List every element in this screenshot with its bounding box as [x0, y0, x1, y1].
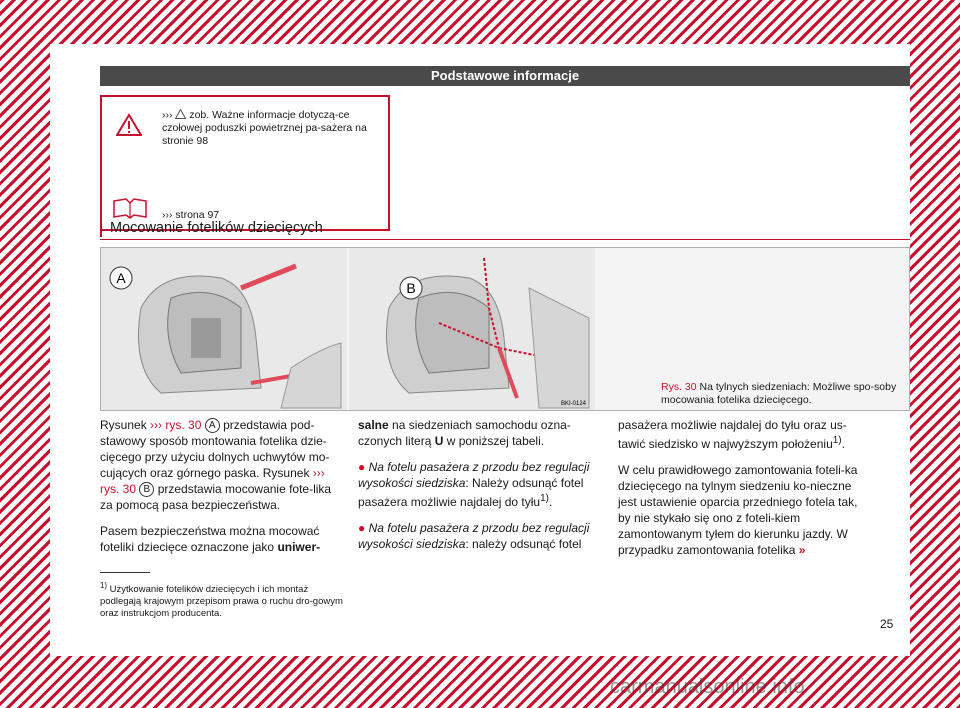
warning-text	[162, 109, 382, 148]
caption-text: Na tylnych siedzeniach: Możliwe spo-soby mocowania fotelika dziecięcego.	[661, 381, 897, 406]
ref-arrows: ›››	[312, 466, 325, 480]
section-divider	[100, 239, 910, 240]
warning-triangle-icon	[116, 113, 142, 137]
arrows-marker: ›››	[162, 109, 173, 121]
figure-link[interactable]: rys. 30	[100, 482, 137, 496]
section-title: Mocowanie fotelików dziecięcych	[100, 219, 920, 237]
continue-mark: »	[798, 543, 806, 557]
bullet-icon: ●	[358, 521, 366, 535]
bullet-icon: ●	[358, 460, 366, 474]
figure-30	[100, 247, 910, 411]
paragraph: salne na siedzeniach samochodu ozna-czonych literą U w poniższej tabeli.	[358, 418, 571, 448]
paragraph: Rysunek ››› rys. 30 A przedstawia pod-stawowy sposób montowania fotelika dzie-cięcego przy użyciu dolnych uchwytów mo-cujących oraz górnego paska. Rysunek ››› rys. 30 B przedstawia mocowanie fote-lika za pomocą pasa bezpieczeństwa.	[100, 418, 332, 512]
circle-letter-a: A	[205, 418, 220, 433]
paragraph: W celu prawidłowego zamontowania foteli-ka dziecięcego na tylnym siedzeniu ko-nieczne jest ustawienie oparcia przedniego fotela tak, by nie stykało się ono z foteli-kiem zamontowanym tyłem do kierunku jazdy. W przypadku zamontowania fotelika »	[618, 463, 858, 557]
figure-caption	[661, 381, 901, 407]
child-seat-illustration-b	[349, 248, 595, 410]
footnote: $^{1)}$ Użytkowanie fotelików dziecięcych i ich montaż podlegają krajowym przepisom prawa o ruchu dro-gowym oraz instrukcjom producenta.	[100, 581, 343, 620]
page-number: 25	[880, 617, 894, 631]
warning-body: zob. Ważne informacje dotyczą-ce czołowej poduszki powietrznej pa-sażera na stronie 98	[162, 109, 367, 147]
figure-label-a: A	[116, 270, 126, 286]
figure-code: BKI-0124	[561, 401, 587, 407]
ref-arrows: ›››	[150, 418, 163, 432]
footnote-divider	[100, 572, 150, 573]
page-header: Podstawowe informacje	[100, 66, 910, 86]
page	[50, 44, 910, 656]
bullet-item: ● Na fotelu pasażera z przodu bez regulacji wysokości siedziska: należy odsunąć fotel	[358, 521, 590, 551]
small-warning-icon	[175, 109, 186, 119]
text-column-1	[100, 417, 344, 565]
paragraph: pasażera możliwie najdalej do tyłu oraz us-tawić siedzisko w najwyższym położeniu$^{1)}$.	[618, 418, 847, 451]
paragraph: Pasem bezpieczeństwa można mocować foteliki dziecięce oznaczone jako uniwer-	[100, 524, 321, 554]
watermark: carmanualsonline.info	[610, 676, 805, 698]
child-seat-illustration-a	[101, 248, 347, 410]
circle-letter-b: B	[139, 482, 154, 497]
text-column-3	[618, 417, 862, 568]
page-reference: ››› strona 97	[162, 209, 220, 221]
bullet-item: ● Na fotelu pasażera z przodu bez regulacji wysokości siedziska: Należy odsunąć fotel pasażera możliwie najdalej do tyłu$^{1)}$.	[358, 460, 590, 509]
figure-label-b: B	[406, 280, 416, 296]
figure-link[interactable]: rys. 30	[165, 418, 202, 432]
warning-box	[100, 95, 390, 231]
book-reference-icon	[112, 197, 148, 219]
text-column-2	[358, 417, 602, 562]
caption-figure-ref: Rys. 30	[661, 381, 697, 393]
